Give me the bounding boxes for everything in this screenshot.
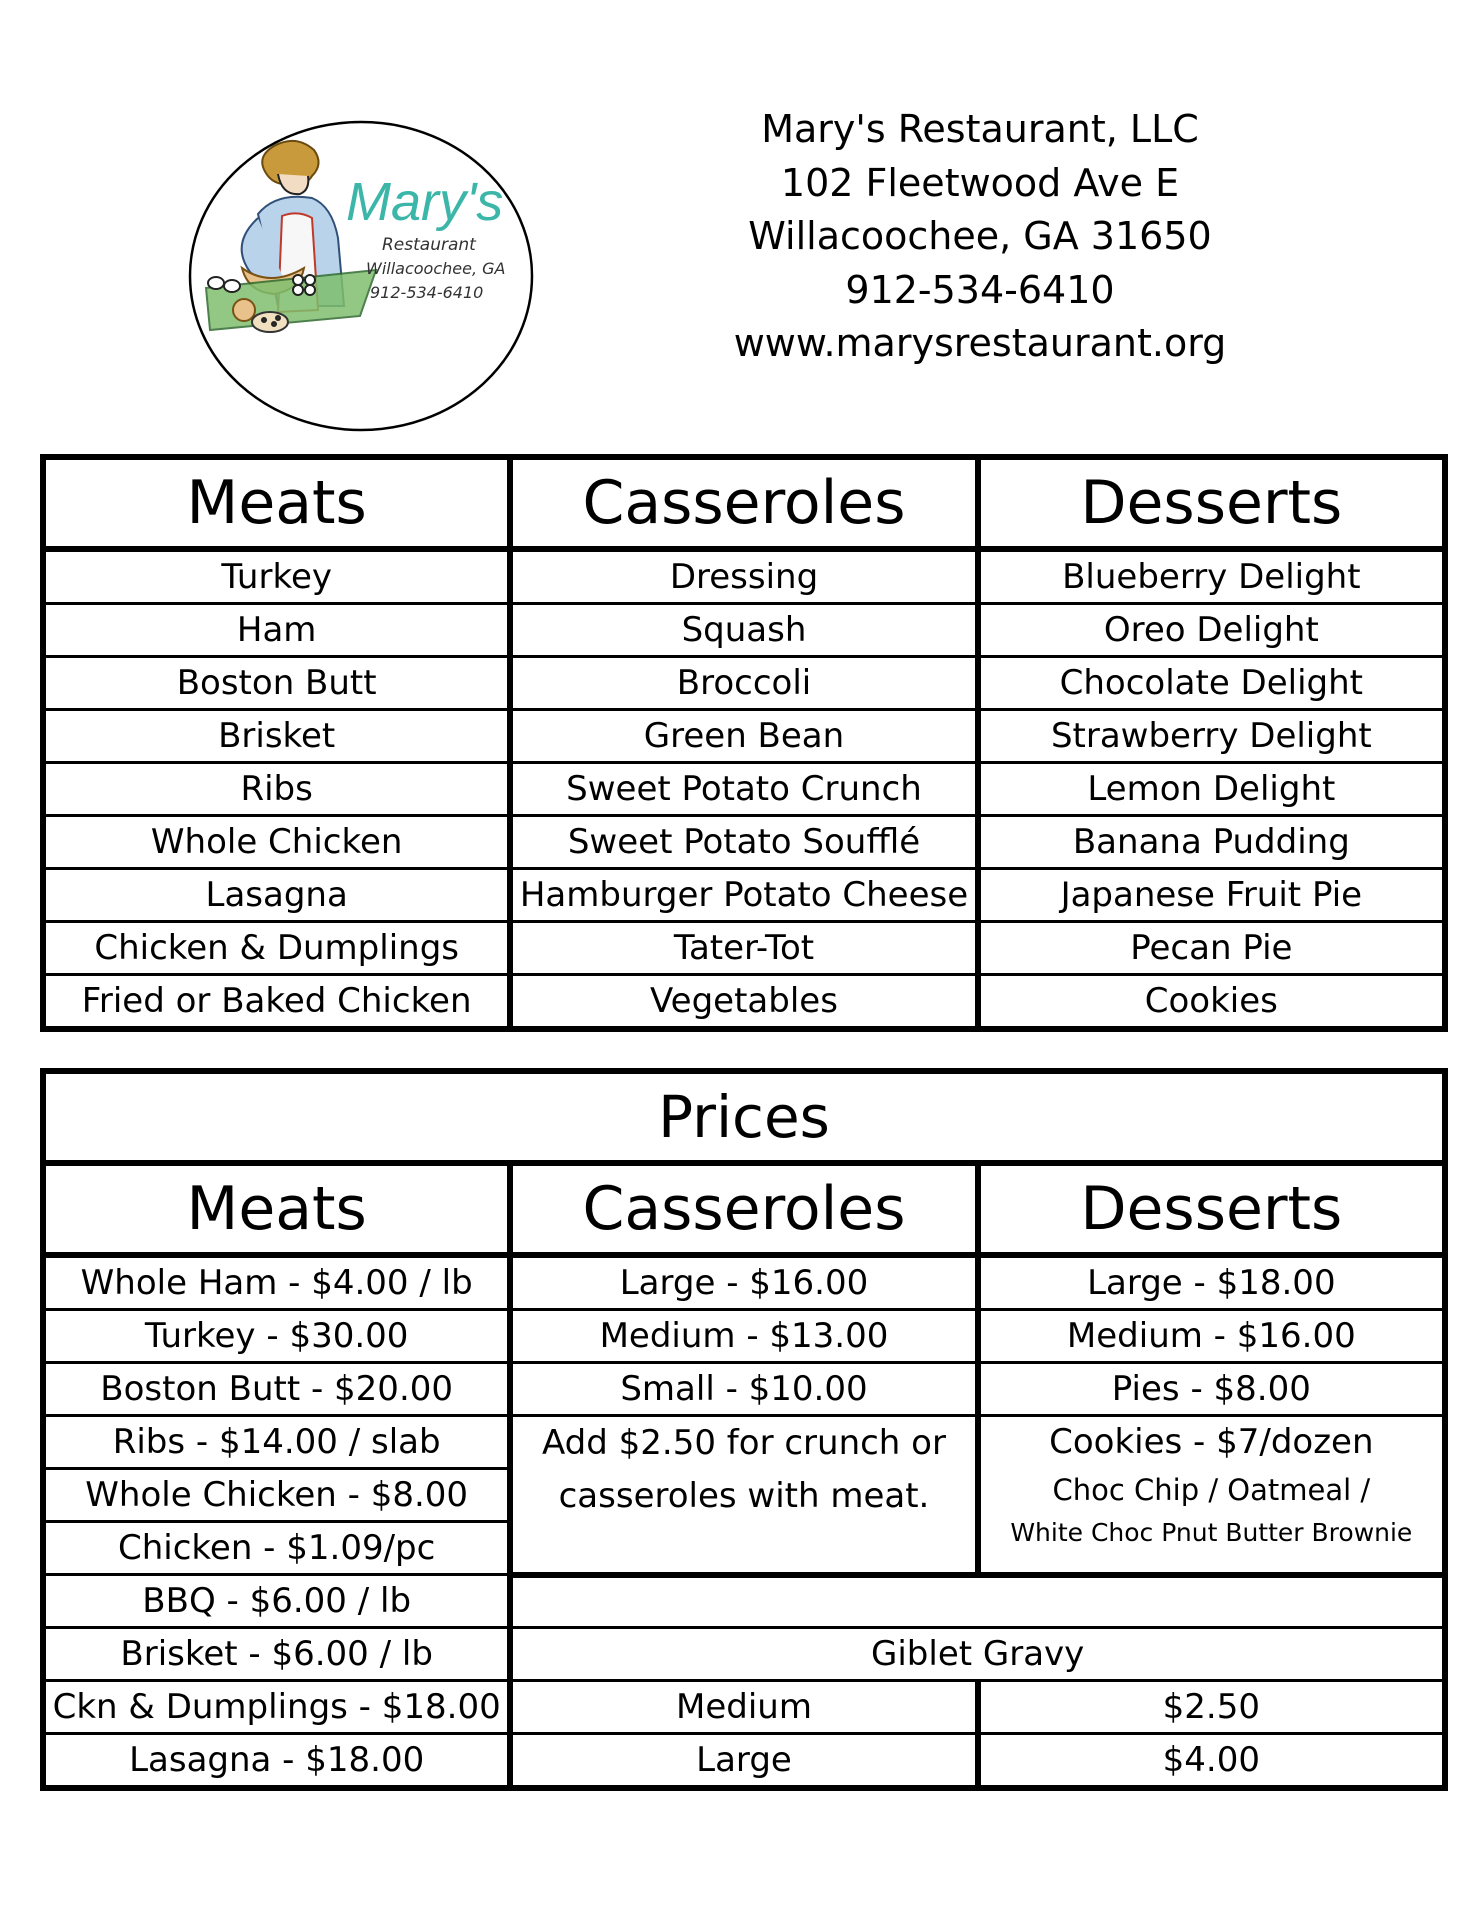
table-row (43, 1734, 1445, 1789)
meat-price: Whole Ham - $4.00 / lb (43, 1255, 510, 1310)
gravy-price: $4.00 (978, 1734, 1445, 1789)
menu-dessert-item: Oreo Delight (978, 604, 1445, 657)
meat-price: Turkey - $30.00 (43, 1310, 510, 1363)
meat-price: Lasagna - $18.00 (43, 1734, 510, 1789)
cookies-price: Cookies - $7/dozen (1049, 1422, 1374, 1462)
prices-header-row (43, 1163, 1445, 1255)
menu-dessert-item: Strawberry Delight (978, 710, 1445, 763)
table-row (43, 604, 1445, 657)
menu-meat-item: Brisket (43, 710, 510, 763)
menu-header-desserts: Desserts (978, 457, 1445, 549)
prices-title: Prices (43, 1071, 1445, 1163)
menu-dessert-item: Chocolate Delight (978, 657, 1445, 710)
table-row (43, 975, 1445, 1030)
dessert-price: Pies - $8.00 (978, 1363, 1445, 1416)
meat-price: Chicken - $1.09/pc (43, 1522, 510, 1575)
city-state-zip: Willacoochee, GA 31650 (748, 214, 1212, 258)
prices-title-row (43, 1071, 1445, 1163)
menu-meat-item: Ham (43, 604, 510, 657)
prices-header-desserts: Desserts (978, 1163, 1445, 1255)
menu-meat-item: Turkey (43, 549, 510, 604)
logo-sub2: Willacoochee, GA (366, 259, 506, 278)
menu-header-casseroles: Casseroles (510, 457, 977, 549)
menu-casserole-item: Hamburger Potato Cheese (510, 869, 977, 922)
gravy-size: Large (510, 1734, 977, 1789)
casserole-price: Large - $16.00 (510, 1255, 977, 1310)
gravy-title: Giblet Gravy (510, 1628, 1445, 1681)
table-row (43, 549, 1445, 604)
table-row (43, 1575, 1445, 1628)
menu-meat-item: Chicken & Dumplings (43, 922, 510, 975)
casserole-price: Small - $10.00 (510, 1363, 977, 1416)
menu-casserole-item: Broccoli (510, 657, 977, 710)
menu-casserole-item: Dressing (510, 549, 977, 604)
street-address: 102 Fleetwood Ave E (780, 160, 1180, 205)
cookie-flavors-line2: White Choc Pnut Butter Brownie (1010, 1518, 1413, 1547)
menu-table (40, 454, 1448, 1032)
table-row (43, 1310, 1445, 1363)
menu-header-row (43, 457, 1445, 549)
menu-casserole-item: Squash (510, 604, 977, 657)
address-block (700, 103, 1260, 371)
menu-casserole-item: Sweet Potato Crunch (510, 763, 977, 816)
table-row (43, 1416, 1445, 1469)
menu-casserole-item: Tater-Tot (510, 922, 977, 975)
menu-meat-item: Lasagna (43, 869, 510, 922)
meat-price: BBQ - $6.00 / lb (43, 1575, 510, 1628)
phone-number: 912-534-6410 (845, 267, 1115, 312)
table-row (43, 1363, 1445, 1416)
website: www.marysrestaurant.org (733, 321, 1227, 365)
casserole-note: Add $2.50 for crunch or casseroles with meat. (510, 1416, 977, 1575)
table-row (43, 657, 1445, 710)
casserole-price: Medium - $13.00 (510, 1310, 977, 1363)
dessert-price: Medium - $16.00 (978, 1310, 1445, 1363)
table-row (43, 816, 1445, 869)
table-row (43, 1628, 1445, 1681)
table-row (43, 1255, 1445, 1310)
cookie-flavors-line1: Choc Chip / Oatmeal / (1052, 1473, 1371, 1507)
table-row (43, 763, 1445, 816)
menu-dessert-item: Japanese Fruit Pie (978, 869, 1445, 922)
menu-meat-item: Ribs (43, 763, 510, 816)
menu-dessert-item: Blueberry Delight (978, 549, 1445, 604)
table-row (43, 710, 1445, 763)
prices-header-meats: Meats (43, 1163, 510, 1255)
table-row (43, 869, 1445, 922)
meat-price: Brisket - $6.00 / lb (43, 1628, 510, 1681)
meat-price: Whole Chicken - $8.00 (43, 1469, 510, 1522)
restaurant-logo (186, 118, 536, 434)
restaurant-name: Mary's Restaurant, LLC (761, 107, 1199, 151)
logo-brand: Mary's (346, 172, 504, 232)
menu-meat-item: Boston Butt (43, 657, 510, 710)
blank-cell (510, 1575, 1445, 1628)
menu-dessert-item: Lemon Delight (978, 763, 1445, 816)
menu-casserole-item: Green Bean (510, 710, 977, 763)
meat-price: Ribs - $14.00 / slab (43, 1416, 510, 1469)
menu-header-meats: Meats (43, 457, 510, 549)
logo-sub1: Restaurant (382, 235, 476, 255)
meat-price: Ckn & Dumplings - $18.00 (43, 1681, 510, 1734)
menu-dessert-item: Cookies (978, 975, 1445, 1030)
logo-sub3: 912-534-6410 (370, 283, 484, 302)
menu-casserole-item: Vegetables (510, 975, 977, 1030)
cookies-price-cell (978, 1416, 1445, 1575)
dessert-price: Large - $18.00 (978, 1255, 1445, 1310)
menu-dessert-item: Pecan Pie (978, 922, 1445, 975)
menu-meat-item: Fried or Baked Chicken (43, 975, 510, 1030)
menu-dessert-item: Banana Pudding (978, 816, 1445, 869)
prices-table (40, 1068, 1448, 1791)
menu-casserole-item: Sweet Potato Soufflé (510, 816, 977, 869)
menu-meat-item: Whole Chicken (43, 816, 510, 869)
prices-header-casseroles: Casseroles (510, 1163, 977, 1255)
table-row (43, 922, 1445, 975)
table-row (43, 1681, 1445, 1734)
gravy-size: Medium (510, 1681, 977, 1734)
gravy-price: $2.50 (978, 1681, 1445, 1734)
meat-price: Boston Butt - $20.00 (43, 1363, 510, 1416)
